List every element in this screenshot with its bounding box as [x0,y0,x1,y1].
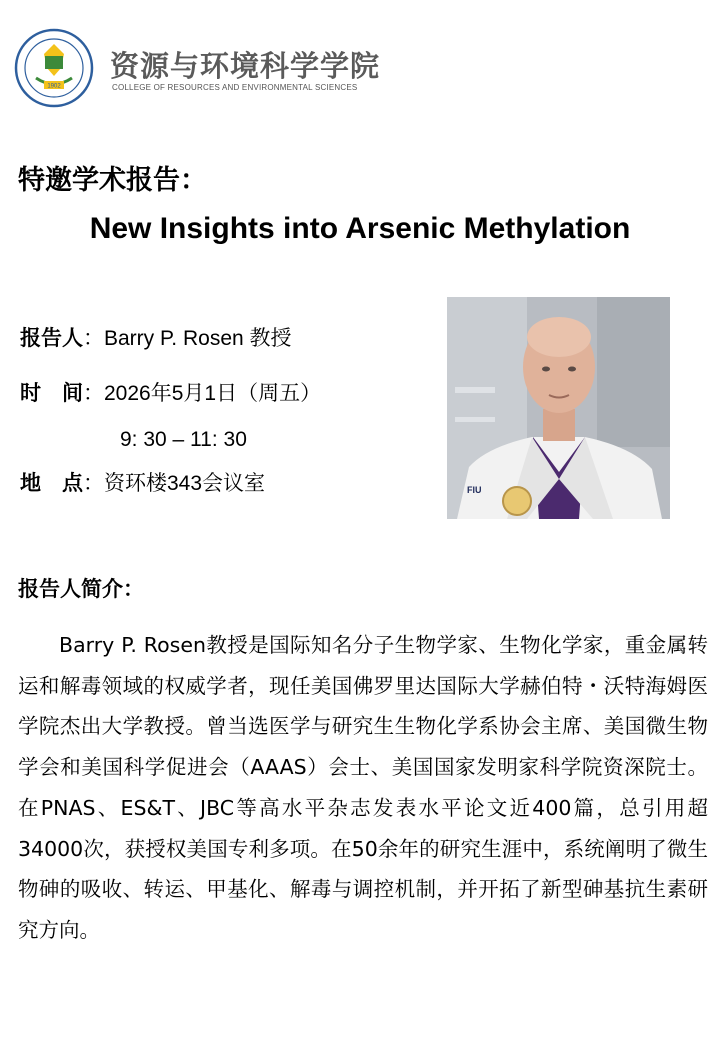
time-row [20,378,321,408]
college-name-cn: 资源与环境科学学院 [110,49,381,83]
college-header [14,28,414,108]
time-range: 9: 30 – 11: 30 [120,428,247,451]
speaker-bio: Barry P. Rosen教授是国际知名分子生物学家、生物化学家，重金属转运和解毒领域的权威学者，现任美国佛罗里达国际大学赫伯特・沃特海姆医学院杰出大学教授。曾当选医学与研究生生物化学系协会主席、美国微生物学会和美国科学促进会（AAAS）会士、美国国家发明家科学院资深院士。在PNAS、ES&T、JBC等高水平杂志发表水平论文近400篇，总引用超34000次，获授权美国专利多项。在50余年的研究生涯中，系统阐明了微生物砷的吸收、转运、甲基化、解毒与调控机制，并开拓了新型砷基抗生素研究方向。 [18,633,708,942]
place-value: ：资环楼343会议室 [83,472,266,495]
place-row [20,468,265,498]
speaker-row [20,323,292,353]
speaker-photo [447,297,670,519]
time-value: ：2026年5月1日（周五） [83,382,322,405]
college-name-en: COLLEGE OF RESOURCES AND ENVIRONMENTAL SCIENCES [112,83,358,92]
speaker-portrait-icon [447,297,670,519]
bio-heading: 报告人简介： [18,577,144,601]
svg-text:FIU: FIU [467,485,482,495]
page-heading: 特邀学术报告： [18,165,207,196]
time-label: 时 间 [20,381,83,405]
seal-year: 1902 [47,83,61,90]
speaker-label: 报告人 [20,326,83,350]
university-seal-icon [14,28,94,108]
speaker-value: ：Barry P. Rosen 教授 [83,327,292,350]
talk-title: New Insights into Arsenic Methylation [89,212,631,245]
place-label: 地 点 [20,471,83,495]
